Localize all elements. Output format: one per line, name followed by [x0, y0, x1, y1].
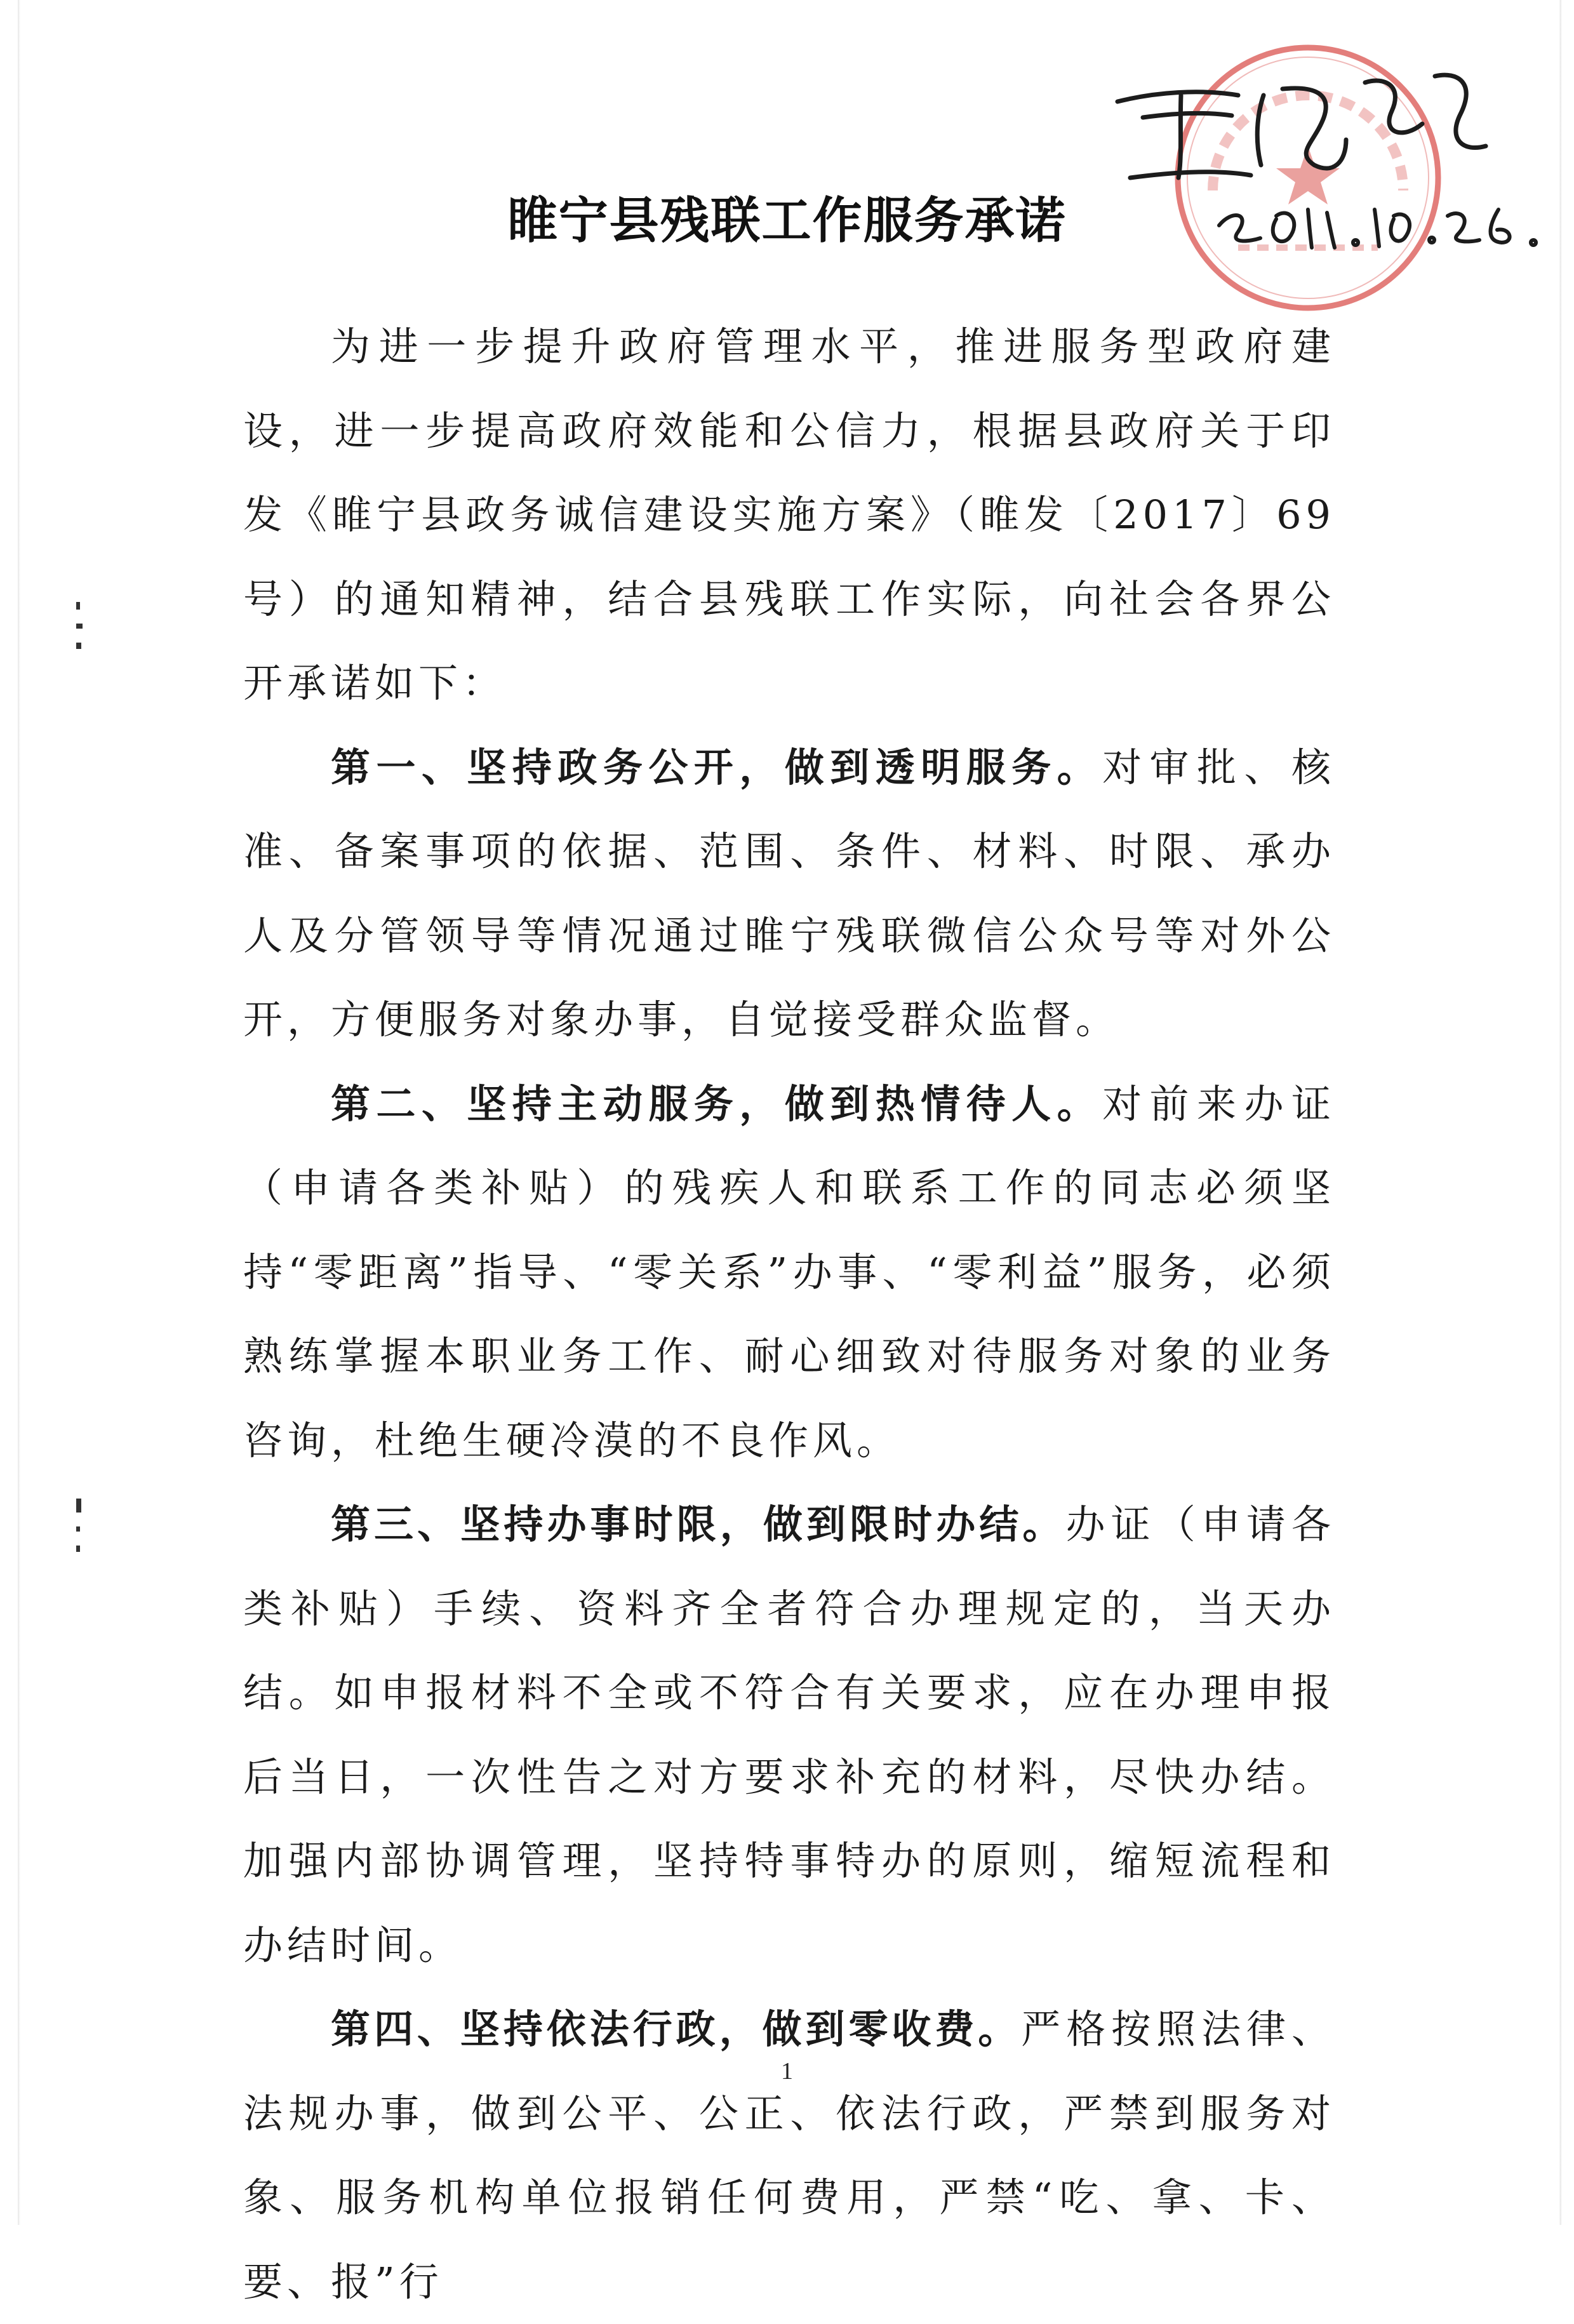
paragraph-heading: 第三、坚持办事时限，做到限时办结。	[331, 1501, 1066, 1547]
paragraph-text: 为进一步提升政府管理水平，推进服务型政府建设，进一步提高政府效能和公信力，根据县政府关于印发《睢宁县政务诚信建设实施方案》（睢发〔2017〕69号）的通知精神，结合县残联工作实际，向社会各界公开承诺如下：	[243, 323, 1335, 706]
paragraph-text: 对前来办证（申请各类补贴）的残疾人和联系工作的同志必须坚持“零距离”指导、“零关系”办事、“零利益”服务，必须熟练掌握本职业务工作、耐心细致对待服务对象的业务咨询，杜绝生硬冷漠的不良作风。	[243, 1080, 1335, 1464]
paragraph-text: 办证（申请各类补贴）手续、资料齐全者符合办理规定的，当天办结。如申报材料不全或不符合有关要求，应在办理申报后当日，一次性告之对方要求补充的材料，尽快办结。加强内部协调管理，坚持特事特办的原则，缩短流程和办结时间。	[243, 1501, 1335, 1968]
scan-edge-right	[1559, 0, 1561, 2225]
document-body	[243, 305, 1335, 2324]
paragraph-commitment-1	[243, 726, 1335, 1062]
paragraph-commitment-4	[243, 1987, 1335, 2324]
paragraph-text: 严格按照法律、法规办事，做到公平、公正、依法行政，严禁到服务对象、服务机构单位报销任何费用，严禁“吃、拿、卡、要、报”行	[243, 2006, 1335, 2305]
paragraph-commitment-2	[243, 1062, 1335, 1483]
binding-mark-lower	[76, 1499, 89, 1566]
scan-edge-left	[18, 0, 20, 2225]
document-title: 睢宁县残联工作服务承诺	[507, 192, 1067, 250]
paragraph-heading: 第四、坚持依法行政，做到零收费。	[331, 2006, 1022, 2052]
binding-mark-upper	[76, 602, 89, 663]
paragraph-heading: 第二、坚持主动服务，做到热情待人。	[331, 1080, 1103, 1127]
paragraph-intro	[243, 305, 1335, 726]
paragraph-commitment-3	[243, 1483, 1335, 1987]
page-number: 1	[781, 2058, 793, 2085]
paragraph-text: 对审批、核准、备案事项的依据、范围、条件、材料、时限、承办人及分管领导等情况通过睢宁残联微信公众号等对外公开，方便服务对象办事，自觉接受群众监督。	[243, 744, 1335, 1043]
paragraph-heading: 第一、坚持政务公开，做到透明服务。	[331, 744, 1103, 791]
